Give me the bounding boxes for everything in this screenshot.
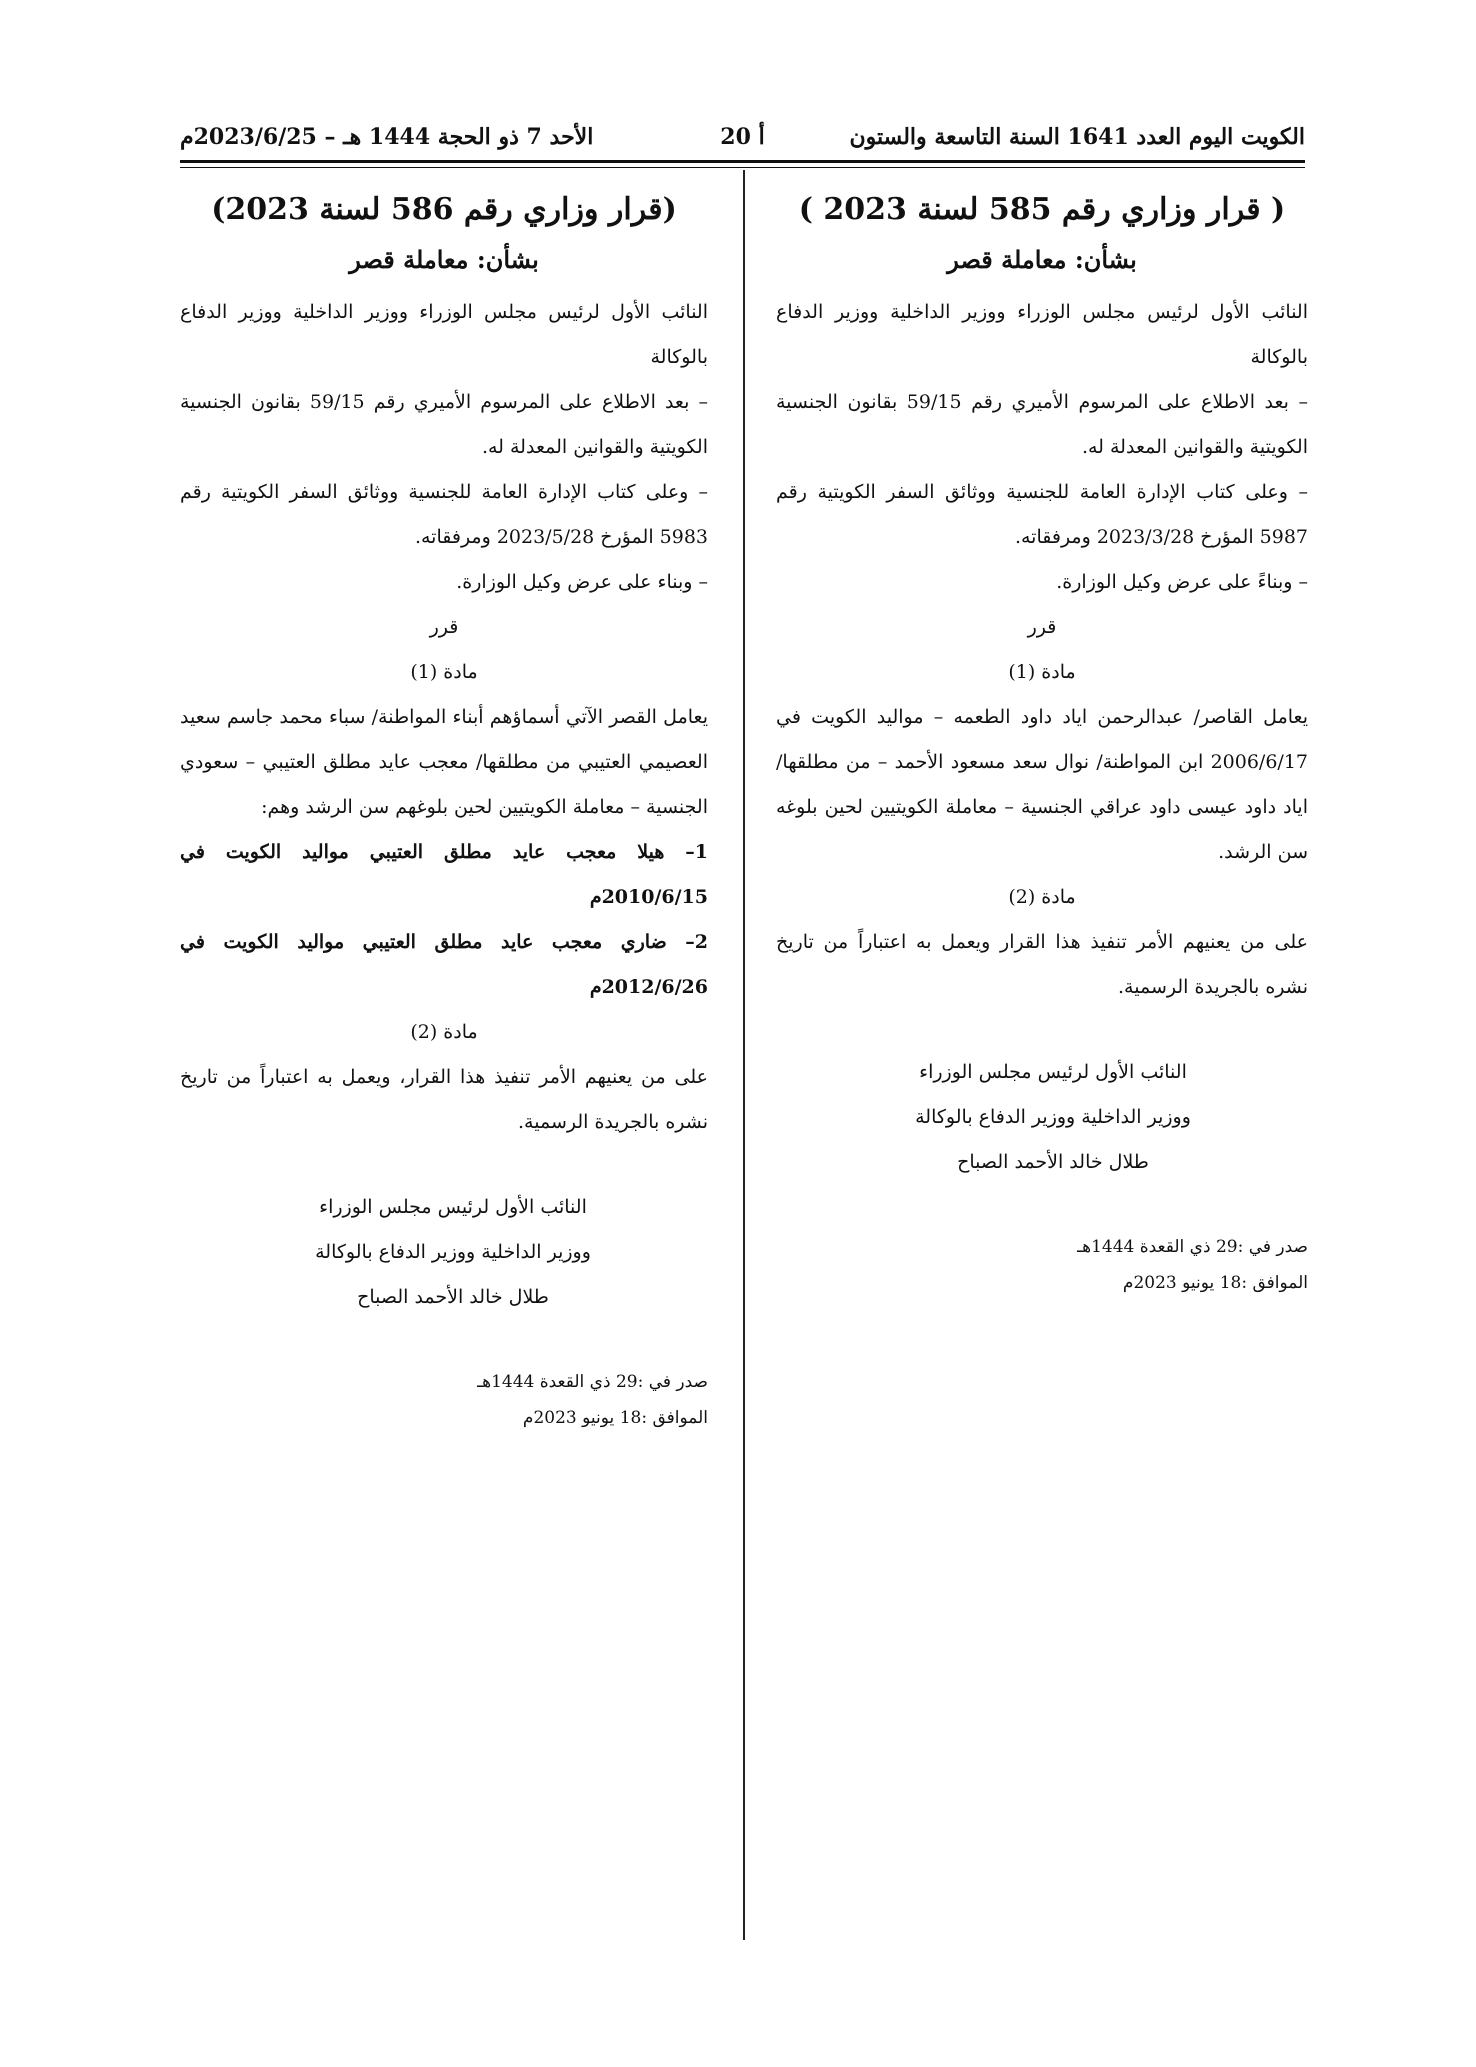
header-rule-thick bbox=[180, 160, 1305, 163]
issued-gregorian: الموافق :18 يونيو 2023م bbox=[1122, 1273, 1308, 1293]
decree-585-column bbox=[776, 180, 1308, 1301]
article-1-title: مادة (1) bbox=[1008, 661, 1076, 683]
recital-3: – وبناءً على عرض وكيل الوزارة. bbox=[1056, 571, 1308, 593]
recital-1: – بعد الاطلاع على المرسوم الأميري رقم 59/15 بقانون الجنسية الكويتية والقوانين المعدلة له. bbox=[776, 391, 1308, 458]
article-1-title: مادة (1) bbox=[410, 661, 478, 683]
header-rule-thin bbox=[180, 167, 1305, 168]
issue-date-block bbox=[776, 1229, 1308, 1301]
page-header bbox=[180, 118, 1305, 158]
issued-hijri: صدر في :29 ذي القعدة 1444هـ bbox=[477, 1372, 708, 1392]
signature-title: النائب الأول لرئيس مجلس الوزراء bbox=[319, 1196, 587, 1218]
signature-title: النائب الأول لرئيس مجلس الوزراء bbox=[919, 1061, 1187, 1083]
signature-name: طلال خالد الأحمد الصباح bbox=[357, 1286, 549, 1308]
signature-name: طلال خالد الأحمد الصباح bbox=[957, 1151, 1149, 1173]
decided-heading: قرر bbox=[1027, 616, 1057, 638]
decree-issuer: النائب الأول لرئيس مجلس الوزراء ووزير الداخلية ووزير الدفاع بالوكالة bbox=[180, 301, 708, 368]
signature-block bbox=[288, 1185, 618, 1320]
decree-subject: بشأن: معاملة قصر bbox=[349, 245, 539, 274]
decree-subject: بشأن: معاملة قصر bbox=[947, 245, 1137, 274]
recital-2: – وعلى كتاب الإدارة العامة للجنسية ووثائق السفر الكويتية رقم 5987 المؤرخ 2023/3/28 ومرفقاته. bbox=[776, 481, 1308, 548]
signature-office: ووزير الداخلية ووزير الدفاع بالوكالة bbox=[915, 1106, 1191, 1128]
minor-item-2: 2– ضاري معجب عايد مطلق العتيبي مواليد الكويت في 2012/6/26م bbox=[180, 931, 708, 998]
recital-2: – وعلى كتاب الإدارة العامة للجنسية ووثائق السفر الكويتية رقم 5983 المؤرخ 2023/5/28 ومرفقاته. bbox=[180, 481, 708, 548]
article-2-text: على من يعنيهم الأمر تنفيذ هذا القرار، ويعمل به اعتباراً من تاريخ نشره بالجريدة الرسمية. bbox=[180, 1066, 708, 1133]
header-date: الأحد 7 ذو الحجة 1444 هـ – 2023/6/25م bbox=[180, 124, 594, 150]
article-2-title: مادة (2) bbox=[1008, 886, 1076, 908]
issue-date-block bbox=[180, 1364, 708, 1436]
decree-title: (قرار وزاري رقم 586 لسنة 2023) bbox=[211, 192, 677, 227]
decree-title: ( قرار وزاري رقم 585 لسنة 2023 ) bbox=[798, 192, 1286, 227]
issued-gregorian: الموافق :18 يونيو 2023م bbox=[522, 1408, 708, 1428]
signature-office: ووزير الداخلية ووزير الدفاع بالوكالة bbox=[315, 1241, 591, 1263]
article-1-text: يعامل القصر الآتي أسماؤهم أبناء المواطنة/ سباء محمد جاسم سعيد العصيمي العتيبي من مطلقها/ معجب عايد مطلق العتيبي – سعودي الجنسية – معاملة الكويتيين لحين بلوغهم سن الرشد وهم: bbox=[180, 706, 708, 818]
article-2-title: مادة (2) bbox=[410, 1021, 478, 1043]
decided-heading: قرر bbox=[429, 616, 459, 638]
article-2-text: على من يعنيهم الأمر تنفيذ هذا القرار ويعمل به اعتباراً من تاريخ نشره بالجريدة الرسمية. bbox=[776, 931, 1308, 998]
column-divider bbox=[743, 170, 745, 1940]
header-issue-info: الكويت اليوم العدد 1641 السنة التاسعة والستون bbox=[849, 124, 1305, 150]
decree-issuer: النائب الأول لرئيس مجلس الوزراء ووزير الداخلية ووزير الدفاع بالوكالة bbox=[776, 301, 1308, 368]
issued-hijri: صدر في :29 ذي القعدة 1444هـ bbox=[1077, 1237, 1308, 1257]
minor-item-1: 1– هيلا معجب عايد مطلق العتيبي مواليد الكويت في 2010/6/15م bbox=[180, 841, 708, 908]
signature-block bbox=[888, 1050, 1218, 1185]
decree-586-column bbox=[180, 180, 708, 1436]
recital-3: – وبناء على عرض وكيل الوزارة. bbox=[456, 571, 708, 593]
article-1-text: يعامل القاصر/ عبدالرحمن اياد داود الطعمه – مواليد الكويت في 2006/6/17 ابن المواطنة/ نوال سعد مسعود الأحمد – من مطلقها/ اياد داود عيسى داود عراقي الجنسية – معاملة الكويتيين لحين بلوغه سن الرشد. bbox=[776, 706, 1308, 863]
recital-1: – بعد الاطلاع على المرسوم الأميري رقم 59/15 بقانون الجنسية الكويتية والقوانين المعدلة له. bbox=[180, 391, 708, 458]
header-page-number: أ 20 bbox=[720, 124, 765, 150]
